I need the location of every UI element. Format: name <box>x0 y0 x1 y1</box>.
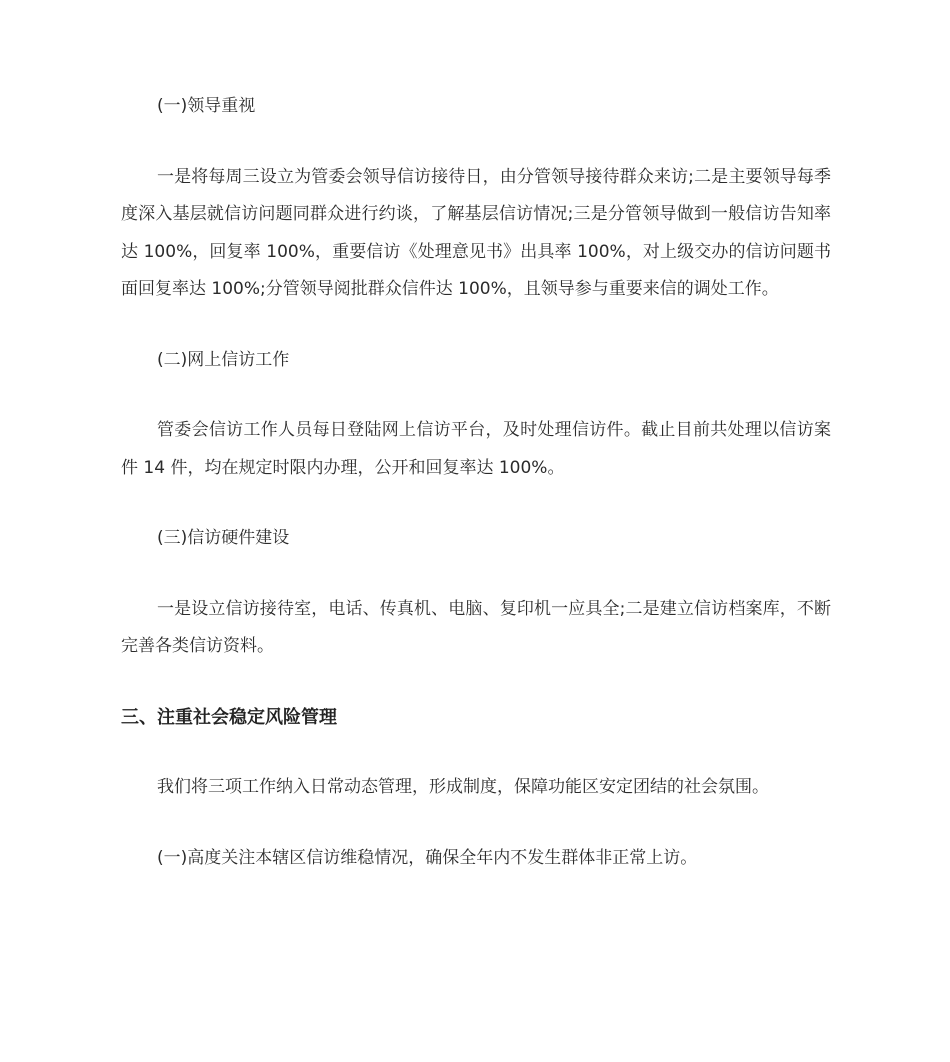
section-heading-risk-management: 三、注重社会稳定风险管理 <box>121 706 337 728</box>
paragraph-hardware: 一是设立信访接待室，电话、传真机、电脑、复印机一应具全;二是建立信访档案库，不断完善各类信访资料。 <box>121 598 831 656</box>
paragraph-risk-management: 我们将三项工作纳入日常动态管理，形成制度，保障功能区安定团结的社会氛围。 <box>157 777 769 797</box>
subheading-leadership: (一)领导重视 <box>157 96 256 116</box>
subheading-online-petition: (二)网上信访工作 <box>157 349 290 370</box>
subheading-stability-monitoring: (一)高度关注本辖区信访维稳情况，确保全年内不发生群体非正常上访。 <box>157 847 698 868</box>
paragraph-leadership: 一是将每周三设立为管委会领导信访接待日，由分管领导接待群众来访;二是主要领导每季度深入基层就信访问题同群众进行约谈，了解基层信访情况;三是分管领导做到一般信访告知率达 100%，回复率 100%，重要信访《处理意见书》出具率 100%，对上级交办的信访问题书面回复率达 100%;分管领导阅批群众信件达 100%，且领导参与重要来信的调处工作。 <box>121 166 831 299</box>
document-body <box>121 88 831 877</box>
subheading-hardware: (三)信访硬件建设 <box>157 528 290 548</box>
paragraph-online-petition: 管委会信访工作人员每日登陆网上信访平台，及时处理信访件。截止目前共处理以信访案件 14 件，均在规定时限内办理，公开和回复率达 100%。 <box>121 420 831 478</box>
